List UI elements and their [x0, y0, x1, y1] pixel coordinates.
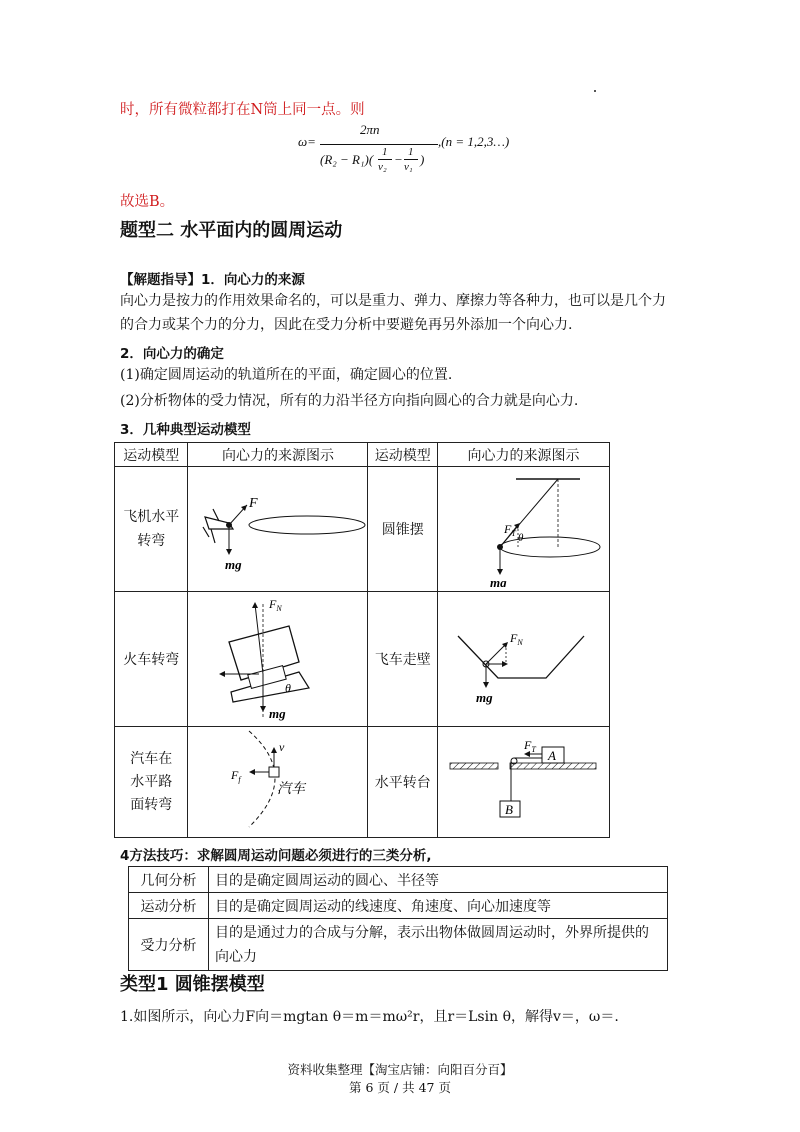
models-table: [114, 442, 610, 838]
model-label-turntable: 水平转台: [368, 727, 438, 838]
guide-heading-3: 3．几种典型运动模型: [120, 422, 251, 438]
airplane-diagram: [189, 467, 367, 587]
guide-paragraph-2: 的合力或某个力的分力，因此在受力分析中要避免再另外添加一个向心力.: [120, 317, 573, 333]
label-FN: $F_N$: [268, 597, 282, 613]
formula-den-left: (R₂ − R₁)(: [320, 152, 374, 167]
label-block-A: A: [548, 748, 557, 763]
label-FN-wall: $F_N$: [510, 631, 524, 647]
label-FT: $F_T$: [504, 522, 517, 538]
method-key-force: 受力分析: [129, 919, 209, 971]
frac2-bar: [404, 159, 418, 160]
table-row: [129, 919, 668, 971]
diagram-conical-pendulum: [437, 467, 609, 592]
method-value-force: 目的是通过力的合成与分解，表示出物体做圆周运动时，外界所提供的 向心力: [209, 919, 668, 971]
method-value-geometry: 目的是确定圆周运动的圆心、半径等: [209, 867, 668, 893]
header-model-2: 运动模型: [368, 443, 438, 467]
fraction-bar: [320, 144, 438, 145]
label-F: F: [248, 496, 258, 511]
formula-suffix: ,(n = 1,2,3…): [438, 134, 510, 149]
table-row: [115, 727, 610, 838]
turntable-diagram: [438, 727, 608, 833]
formula-lhs: ω=: [298, 134, 316, 149]
model-label-airplane: 飞机水平 转弯: [115, 467, 188, 592]
table-header-row: [115, 443, 610, 467]
formula-frac2-den: v₁: [404, 161, 413, 173]
wall-ride-diagram: [438, 592, 608, 722]
omega-formula: [298, 122, 518, 180]
guide-heading-2: 2．向心力的确定: [120, 346, 224, 362]
type1-title: 类型1 圆锥摆模型: [120, 974, 265, 995]
type1-text: 1.如图所示，向心力F向＝mgtan θ＝m＝mω²r，且r＝Lsin θ，解得v＝，ω＝.: [120, 1009, 619, 1025]
pendulum-diagram: [438, 467, 608, 587]
diagram-car-turn: [188, 727, 368, 838]
label-mg: mg: [224, 557, 242, 572]
page-number: 第 6 页 / 共 47 页: [349, 1080, 451, 1095]
model-label-conical-pendulum: 圆锥摆: [368, 467, 438, 592]
table-row: [129, 867, 668, 893]
frac1-bar: [378, 159, 392, 160]
method-value-motion: 目的是确定圆周运动的线速度、角速度、向心加速度等: [209, 893, 668, 919]
table-row: [115, 467, 610, 592]
header-diagram-1: 向心力的来源图示: [188, 443, 368, 467]
label-car: 汽车: [276, 781, 305, 797]
label-block-B: B: [505, 802, 514, 817]
formula-frac2-num: 1: [408, 146, 414, 158]
label-mg-pendulum: mg: [490, 575, 508, 587]
methods-title: 4方法技巧：求解圆周运动问题必须进行的三类分析,: [120, 848, 432, 864]
guide-paragraph-1: 向心力是按力的作用效果命名的，可以是重力、弹力、摩擦力等各种力，也可以是几个力: [120, 293, 666, 309]
model-label-wall-ride: 飞车走壁: [368, 592, 438, 727]
formula-numerator: 2πn: [360, 122, 380, 137]
diagram-airplane-turn: [188, 467, 368, 592]
table-row: [115, 592, 610, 727]
method-key-motion: 运动分析: [129, 893, 209, 919]
train-diagram: [189, 592, 367, 722]
answer-line: 故选B。: [120, 194, 175, 210]
methods-table: [128, 866, 668, 971]
formula-frac1-num: 1: [382, 146, 388, 158]
diagram-train-turn: [188, 592, 368, 727]
formula-frac1-den: v₂: [378, 161, 387, 173]
label-theta-train: θ: [284, 681, 291, 695]
label-Ff: $F_f$: [230, 768, 241, 784]
corner-dot: [594, 90, 596, 92]
model-label-train: 火车转弯: [115, 592, 188, 727]
guide-title: 【解题指导】1．向心力的来源: [120, 272, 305, 288]
diagram-wall-ride: [437, 592, 609, 727]
header-diagram-2: 向心力的来源图示: [437, 443, 609, 467]
label-mg-wall: mg: [476, 690, 494, 705]
model-label-car: 汽车在 水平路 面转弯: [115, 727, 188, 838]
diagram-turntable: [437, 727, 609, 838]
label-FT-turntable: $F_T$: [524, 738, 537, 754]
guide-step-2: (2)分析物体的受力情况，所有的力沿半径方向指向圆心的合力就是向心力.: [120, 393, 579, 409]
car-diagram: [189, 727, 367, 833]
section-title: 题型二 水平面内的圆周运动: [120, 220, 343, 241]
intro-line: 时，所有微粒都打在N筒上同一点。则: [120, 102, 365, 118]
guide-step-1: (1)确定圆周运动的轨道所在的平面，确定圆心的位置.: [120, 367, 453, 383]
header-model-1: 运动模型: [115, 443, 188, 467]
table-row: [129, 893, 668, 919]
footer-line-1: 资料收集整理【淘宝店铺：向阳百分百】: [287, 1062, 513, 1077]
formula-minus: −: [394, 152, 403, 167]
label-v: v: [278, 740, 285, 754]
formula-den-right: ): [420, 152, 425, 167]
method-key-geometry: 几何分析: [129, 867, 209, 893]
label-mg-train: mg: [268, 706, 286, 721]
label-theta: θ: [518, 532, 524, 544]
